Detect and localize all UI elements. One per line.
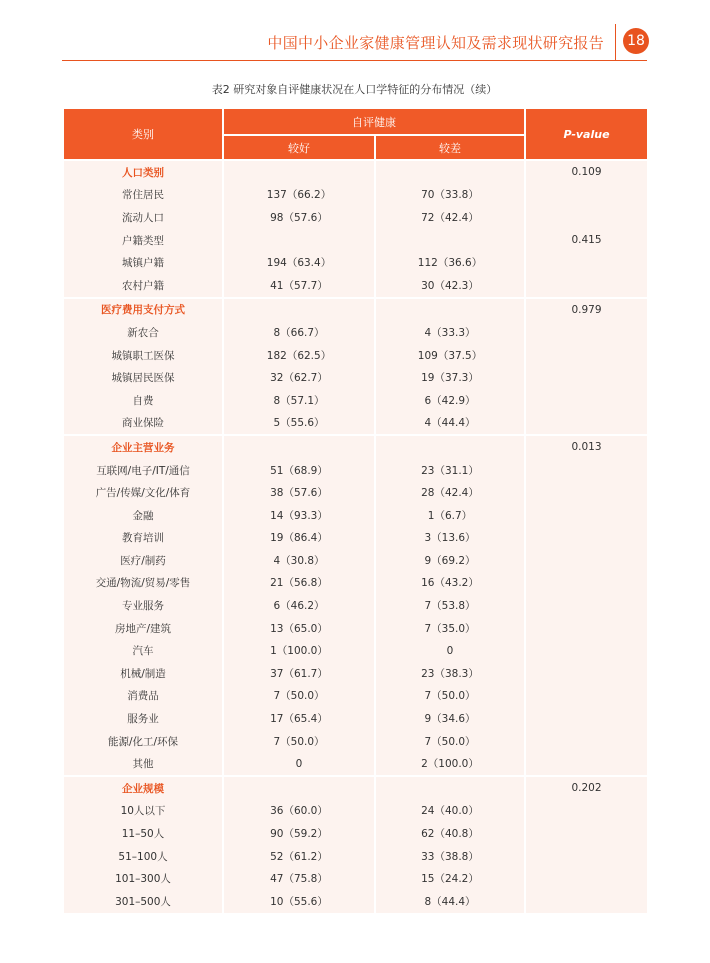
table-row <box>63 639 648 662</box>
table-row <box>63 867 648 890</box>
row-label: 专业服务 <box>63 594 223 617</box>
row-label: 教育培训 <box>63 527 223 550</box>
empty-cell <box>375 160 525 184</box>
row-label: 其他 <box>63 752 223 776</box>
empty-cell <box>525 344 648 367</box>
empty-cell <box>525 890 648 913</box>
good-value: 6（46.2） <box>223 594 375 617</box>
empty-cell <box>525 639 648 662</box>
row-label: 10人以下 <box>63 800 223 823</box>
header-rule <box>62 60 647 61</box>
row-label: 消费品 <box>63 685 223 708</box>
empty-cell <box>525 730 648 753</box>
header-poor: 较差 <box>375 135 525 160</box>
poor-value: 7（50.0） <box>375 730 525 753</box>
poor-value: 6（42.9） <box>375 389 525 412</box>
empty-cell <box>525 617 648 640</box>
row-label: 51–100人 <box>63 845 223 868</box>
poor-value: 9（34.6） <box>375 707 525 730</box>
header-category: 类别 <box>63 108 223 160</box>
good-value: 7（50.0） <box>223 730 375 753</box>
row-label: 医疗/制药 <box>63 549 223 572</box>
row-label: 城镇居民医保 <box>63 366 223 389</box>
good-value: 5（55.6） <box>223 412 375 436</box>
table-row <box>63 845 648 868</box>
empty-cell <box>525 594 648 617</box>
empty-cell <box>525 481 648 504</box>
empty-cell <box>525 572 648 595</box>
poor-value: 28（42.4） <box>375 481 525 504</box>
table-row <box>63 321 648 344</box>
table-row <box>63 617 648 640</box>
empty-cell <box>375 435 525 459</box>
good-value: 21（56.8） <box>223 572 375 595</box>
row-label: 城镇职工医保 <box>63 344 223 367</box>
empty-cell <box>525 549 648 572</box>
section-row <box>63 298 648 322</box>
p-value: 0.979 <box>525 298 648 322</box>
header-p-value: P-value <box>525 108 648 160</box>
row-label: 能源/化工/环保 <box>63 730 223 753</box>
section-row <box>63 435 648 459</box>
table-row <box>63 459 648 482</box>
good-value: 1（100.0） <box>223 639 375 662</box>
good-value: 98（57.6） <box>223 206 375 229</box>
poor-value: 4（33.3） <box>375 321 525 344</box>
row-label: 11–50人 <box>63 822 223 845</box>
poor-value: 23（31.1） <box>375 459 525 482</box>
table-row <box>63 412 648 436</box>
report-title: 中国中小企业家健康管理认知及需求现状研究报告 <box>267 34 604 52</box>
table-caption: 表2 研究对象自评健康状况在人口学特征的分布情况（续） <box>211 83 498 96</box>
empty-cell <box>223 776 375 800</box>
good-value: 182（62.5） <box>223 344 375 367</box>
poor-value: 72（42.4） <box>375 206 525 229</box>
good-value: 8（57.1） <box>223 389 375 412</box>
row-label: 广告/传媒/文化/体育 <box>63 481 223 504</box>
empty-cell <box>375 229 525 252</box>
row-label: 商业保险 <box>63 412 223 436</box>
good-value: 13（65.0） <box>223 617 375 640</box>
section-title: 人口类别 <box>63 160 223 184</box>
poor-value: 33（38.8） <box>375 845 525 868</box>
good-value: 194（63.4） <box>223 251 375 274</box>
empty-cell <box>525 504 648 527</box>
row-label: 常住居民 <box>63 184 223 207</box>
good-value: 52（61.2） <box>223 845 375 868</box>
row-label: 农村户籍 <box>63 274 223 298</box>
row-label: 机械/制造 <box>63 662 223 685</box>
poor-value: 16（43.2） <box>375 572 525 595</box>
poor-value: 3（13.6） <box>375 527 525 550</box>
poor-value: 24（40.0） <box>375 800 525 823</box>
poor-value: 70（33.8） <box>375 184 525 207</box>
empty-cell <box>223 435 375 459</box>
section-row <box>63 160 648 184</box>
p-value: 0.109 <box>525 160 648 184</box>
table-row <box>63 594 648 617</box>
table-row <box>63 184 648 207</box>
empty-cell <box>525 752 648 776</box>
header-divider <box>615 24 616 60</box>
poor-value: 62（40.8） <box>375 822 525 845</box>
empty-cell <box>525 274 648 298</box>
good-value: 38（57.6） <box>223 481 375 504</box>
poor-value: 112（36.6） <box>375 251 525 274</box>
good-value: 14（93.3） <box>223 504 375 527</box>
table-row <box>63 822 648 845</box>
table-row <box>63 251 648 274</box>
row-label: 服务业 <box>63 707 223 730</box>
empty-cell <box>223 160 375 184</box>
empty-cell <box>525 685 648 708</box>
row-label: 交通/物流/贸易/零售 <box>63 572 223 595</box>
row-label: 互联网/电子/IT/通信 <box>63 459 223 482</box>
table-row <box>63 662 648 685</box>
empty-cell <box>525 251 648 274</box>
empty-cell <box>525 412 648 436</box>
health-distribution-table <box>62 107 649 913</box>
good-value: 10（55.6） <box>223 890 375 913</box>
table-row <box>63 707 648 730</box>
empty-cell <box>375 776 525 800</box>
good-value: 0 <box>223 752 375 776</box>
header-good: 较好 <box>223 135 375 160</box>
empty-cell <box>525 366 648 389</box>
empty-cell <box>525 206 648 229</box>
good-value: 47（75.8） <box>223 867 375 890</box>
good-value: 32（62.7） <box>223 366 375 389</box>
table-body <box>63 160 648 913</box>
good-value: 137（66.2） <box>223 184 375 207</box>
good-value: 19（86.4） <box>223 527 375 550</box>
row-label: 301–500人 <box>63 890 223 913</box>
empty-cell <box>525 845 648 868</box>
table-row <box>63 206 648 229</box>
section-title: 户籍类型 <box>63 229 223 252</box>
good-value: 51（68.9） <box>223 459 375 482</box>
empty-cell <box>525 321 648 344</box>
table-row <box>63 274 648 298</box>
good-value: 7（50.0） <box>223 685 375 708</box>
table-row <box>63 527 648 550</box>
table-row <box>63 366 648 389</box>
poor-value: 15（24.2） <box>375 867 525 890</box>
empty-cell <box>525 867 648 890</box>
row-label: 房地产/建筑 <box>63 617 223 640</box>
empty-cell <box>525 662 648 685</box>
p-value: 0.415 <box>525 229 648 252</box>
good-value: 8（66.7） <box>223 321 375 344</box>
poor-value: 2（100.0） <box>375 752 525 776</box>
poor-value: 23（38.3） <box>375 662 525 685</box>
good-value: 4（30.8） <box>223 549 375 572</box>
empty-cell <box>525 707 648 730</box>
table-row <box>63 730 648 753</box>
poor-value: 7（35.0） <box>375 617 525 640</box>
table-row <box>63 800 648 823</box>
good-value: 17（65.4） <box>223 707 375 730</box>
section-title: 企业规模 <box>63 776 223 800</box>
header-self-rated-health: 自评健康 <box>223 108 525 135</box>
page-number: 18 <box>623 28 649 54</box>
section-title: 企业主营业务 <box>63 435 223 459</box>
poor-value: 7（50.0） <box>375 685 525 708</box>
empty-cell <box>525 527 648 550</box>
row-label: 城镇户籍 <box>63 251 223 274</box>
empty-cell <box>223 298 375 322</box>
row-label: 101–300人 <box>63 867 223 890</box>
section-row <box>63 776 648 800</box>
poor-value: 7（53.8） <box>375 594 525 617</box>
empty-cell <box>525 184 648 207</box>
table-row <box>63 890 648 913</box>
poor-value: 9（69.2） <box>375 549 525 572</box>
table-row <box>63 685 648 708</box>
row-label: 汽车 <box>63 639 223 662</box>
table-row <box>63 752 648 776</box>
poor-value: 8（44.4） <box>375 890 525 913</box>
section-row <box>63 229 648 252</box>
table-row <box>63 344 648 367</box>
p-value: 0.013 <box>525 435 648 459</box>
poor-value: 30（42.3） <box>375 274 525 298</box>
empty-cell <box>525 800 648 823</box>
empty-cell <box>375 298 525 322</box>
section-title: 医疗费用支付方式 <box>63 298 223 322</box>
empty-cell <box>525 822 648 845</box>
table-row <box>63 549 648 572</box>
row-label: 金融 <box>63 504 223 527</box>
row-label: 流动人口 <box>63 206 223 229</box>
table-row <box>63 572 648 595</box>
poor-value: 19（37.3） <box>375 366 525 389</box>
table-row <box>63 481 648 504</box>
empty-cell <box>223 229 375 252</box>
table-row <box>63 504 648 527</box>
empty-cell <box>525 459 648 482</box>
poor-value: 1（6.7） <box>375 504 525 527</box>
poor-value: 0 <box>375 639 525 662</box>
p-value: 0.202 <box>525 776 648 800</box>
poor-value: 4（44.4） <box>375 412 525 436</box>
poor-value: 109（37.5） <box>375 344 525 367</box>
empty-cell <box>525 389 648 412</box>
good-value: 90（59.2） <box>223 822 375 845</box>
table-row <box>63 389 648 412</box>
good-value: 41（57.7） <box>223 274 375 298</box>
good-value: 37（61.7） <box>223 662 375 685</box>
row-label: 新农合 <box>63 321 223 344</box>
good-value: 36（60.0） <box>223 800 375 823</box>
row-label: 自费 <box>63 389 223 412</box>
